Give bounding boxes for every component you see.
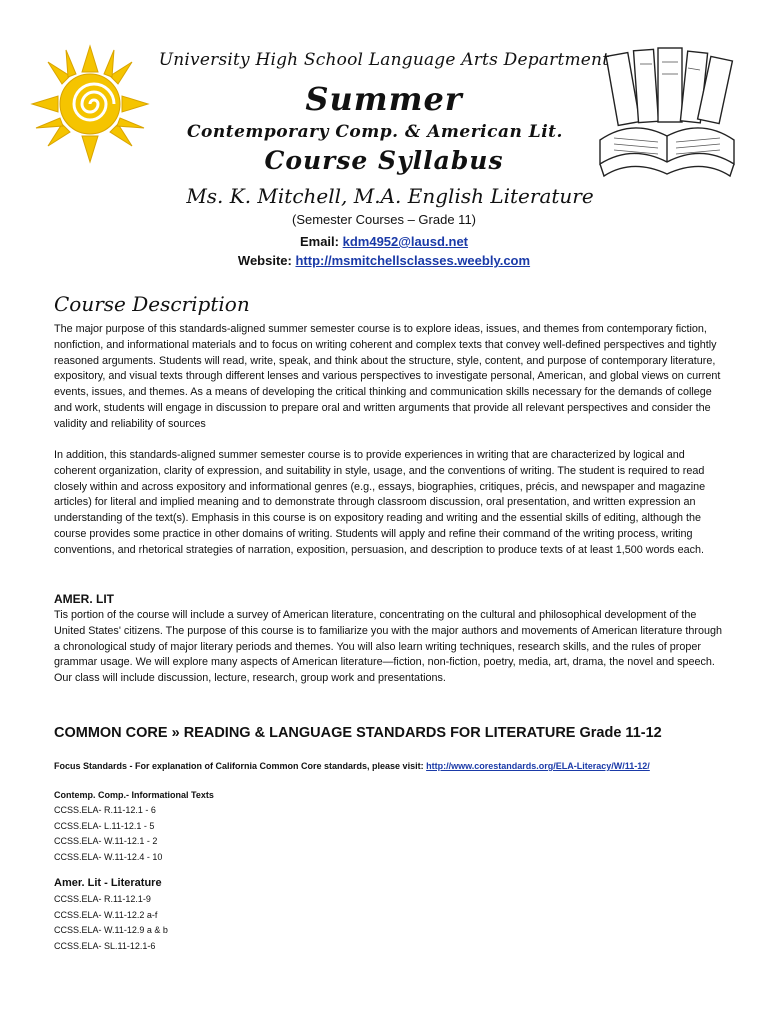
standard-item: CCSS.ELA- W.11-12.4 - 10	[54, 851, 163, 862]
focus-standards-text: Focus Standards - For explanation of California Common Core standards, please visit:	[54, 761, 424, 771]
website-link[interactable]: http://msmitchellsclasses.weebly.com	[295, 253, 531, 268]
email-label: Email:	[299, 234, 339, 249]
teacher-name: Ms. K. Mitchell, M.A. English Literature	[186, 184, 594, 208]
email-line	[0, 234, 768, 249]
summer-title: Summer	[305, 80, 463, 118]
semester-info: (Semester Courses – Grade 11)	[292, 212, 476, 227]
standard-item: CCSS.ELA- W.11-12.1 - 2	[54, 836, 158, 846]
common-core-title: COMMON CORE » READING & LANGUAGE STANDARDS FOR LITERATURE Grade 11-12	[54, 725, 662, 741]
standard-item: CCSS.ELA- W.11-12.9 a & b	[54, 925, 168, 935]
website-line	[0, 253, 768, 268]
course-description-paragraph-2: In addition, this standards-aligned summer semester course is to provide experiences in writing that are characterized by logical and coherent organization, clarity of expression, and suitability in style, usage, and the conventions of writing. The student is required to read closely within and across expository and informational genres (e.g., essays, biographies, critiques, précis, and newspaper and magazine articles) for literal and implied meaning and to demonstrate through classroom discussion, oral presentation, and written expression an understanding of the text(s). Emphasis in this course is on expository reading and writing and the essential skills of editing, although the course provides some practice in other domains of writing. Students will apply and refine their command of the writing process, writing conventions, and rhetorical strategies of narration, exposition, persuasion, and description to produce texts of at least 1,500 words each.	[54, 449, 706, 556]
syllabus-title: Course Syllabus	[264, 146, 504, 175]
standard-item: CCSS.ELA- L.11-12.1 - 5	[54, 820, 155, 831]
website-label: Website:	[237, 253, 292, 268]
contemp-standards-list	[54, 803, 162, 865]
course-description-title: Course Description	[54, 292, 250, 316]
amer-standards-list	[54, 892, 168, 954]
contemp-comp-heading: Contemp. Comp.- Informational Texts	[54, 790, 214, 800]
amer-lit-heading: AMER. LIT	[54, 592, 114, 606]
department-heading: University High School Language Arts Department	[158, 50, 610, 70]
corestandards-link[interactable]: http://www.corestandards.org/ELA-Literacy/W/11-12/	[426, 761, 650, 771]
standard-item: CCSS.ELA- W.11-12.2 a-f	[54, 909, 158, 920]
email-link[interactable]: kdm4952@lausd.net	[342, 234, 469, 249]
amer-lit-standards-heading: Amer. Lit - Literature	[54, 877, 162, 889]
focus-standards-line	[54, 761, 650, 771]
course-name: Contemporary Comp. & American Lit.	[187, 122, 563, 142]
course-description-paragraph-1: The major purpose of this standards-aligned summer semester course is to explore ideas, issues, and themes from contemporary fiction, nonfiction, and informational materials and to focus on writing coherent and complex texts that convey well-defined perspectives and tightly reasoned arguments. Students will read, write, speak, and think about the structure, style, content, and purpose of contemporary literature, expository, and visual texts through different lenses and various perspectives to investigate personal, American, and global views on current events, issues, and themes. As a means of developing the critical thinking and communication skills necessary for the demands of college and work, students will engage in discussion to prepare oral and written arguments that provide all relevant perspectives and consider the validity and reliability of sources	[54, 323, 721, 430]
amer-lit-paragraph: Tis portion of the course will include a survey of American literature, concentrating on the cultural and philosophical development of the United States' citizens. The purpose of this course is to familiarize you with the major authors and movements of American literature through a chronological study of major literary periods and themes. You will also learn writing techniques, research skills, and the rules of proper grammar usage. We will explore many aspects of American literature—fiction, non-fiction, poetry, media, art, drama, the novel and speech. Our class will include discussion, lecture, research, group work and presentations.	[54, 609, 722, 685]
standard-item: CCSS.ELA- R.11-12.1-9	[54, 894, 151, 904]
standard-item: CCSS.ELA- R.11-12.1 - 6	[54, 805, 156, 815]
standard-item: CCSS.ELA- SL.11-12.1-6	[54, 940, 156, 951]
